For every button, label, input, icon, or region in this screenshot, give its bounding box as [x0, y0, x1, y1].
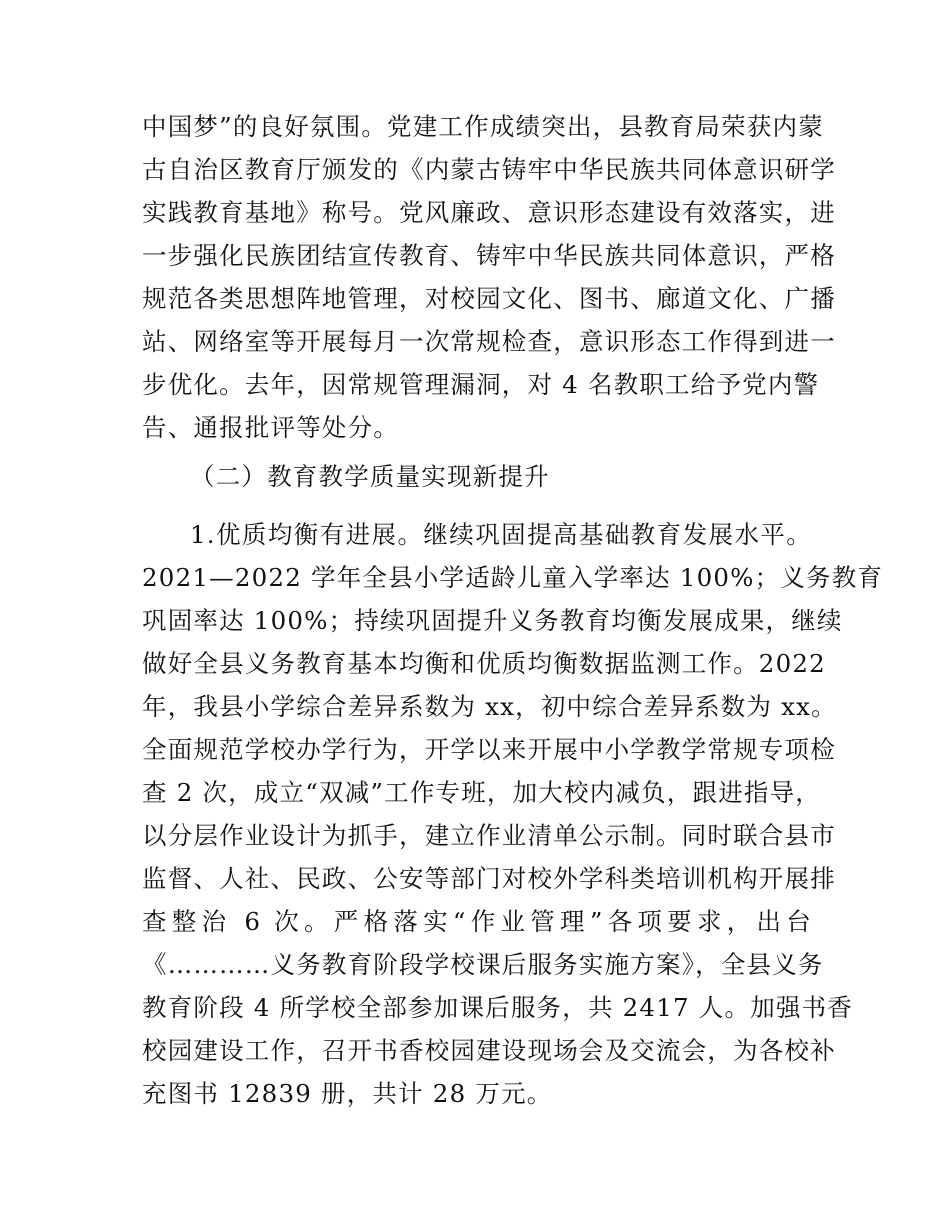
paragraph-line: 校园建设工作，召开书香校园建设现场会及交流会，为各校补: [142, 1036, 836, 1065]
paragraph-line: 查 2 次，成立“双减”工作专班，加大校内减负，跟进指导，: [142, 778, 822, 807]
paragraph-line: 年，我县小学综合差异系数为 xx，初中综合差异系数为 xx。: [142, 692, 837, 721]
paragraph-line: 巩固率达 100%；持续巩固提升义务教育均衡发展成果，继续: [142, 606, 843, 635]
paragraph-line: 告、通报批评等处分。: [142, 413, 399, 442]
paragraph-line: 2021—2022 学年全县小学适龄儿童入学率达 100%；义务教育: [142, 563, 884, 592]
paragraph-line: 站、网络室等开展每月一次常规检查，意识形态工作得到进一: [142, 327, 836, 356]
paragraph-line: 以分层作业设计为抓手，建立作业清单公示制。同时联合县市: [142, 821, 836, 850]
section-heading: （二）教育教学质量实现新提升: [190, 462, 550, 491]
paragraph-line: 实践教育基地》称号。党风廉政、意识形态建设有效落实，进: [142, 198, 836, 227]
paragraph-line: 中国梦”的良好氛围。党建工作成绩突出，县教育局荣获内蒙: [142, 112, 824, 141]
paragraph-line: 规范各类思想阵地管理，对校园文化、图书、廊道文化、广播: [142, 284, 836, 313]
paragraph-line: 查整治 6 次。严格落实“作业管理”各项要求，出台: [142, 907, 812, 936]
paragraph-line: 古自治区教育厅颁发的《内蒙古铸牢中华民族共同体意识研学: [142, 155, 836, 184]
paragraph-line: 一步强化民族团结宣传教育、铸牢中华民族共同体意识，严格: [142, 241, 836, 270]
paragraph-line: 充图书 12839 册，共计 28 万元。: [142, 1079, 553, 1108]
paragraph-line: 做好全县义务教育基本均衡和优质均衡数据监测工作。2022: [142, 649, 826, 678]
paragraph-line: 教育阶段 4 所学校全部参加课后服务，共 2417 人。加强书香: [142, 993, 853, 1022]
paragraph-line: 《…………义务教育阶段学校课后服务实施方案》，全县义务: [142, 950, 824, 979]
paragraph-line: 1.优质均衡有进展。继续巩固提高基础教育发展水平。: [190, 520, 812, 549]
paragraph-line: 步优化。去年，因常规管理漏洞，对 4 名教职工给予党内警: [142, 370, 820, 399]
paragraph-line: 全面规范学校办学行为，开学以来开展中小学教学常规专项检: [142, 735, 836, 764]
paragraph-line: 监督、人社、民政、公安等部门对校外学科类培训机构开展排: [142, 864, 836, 893]
